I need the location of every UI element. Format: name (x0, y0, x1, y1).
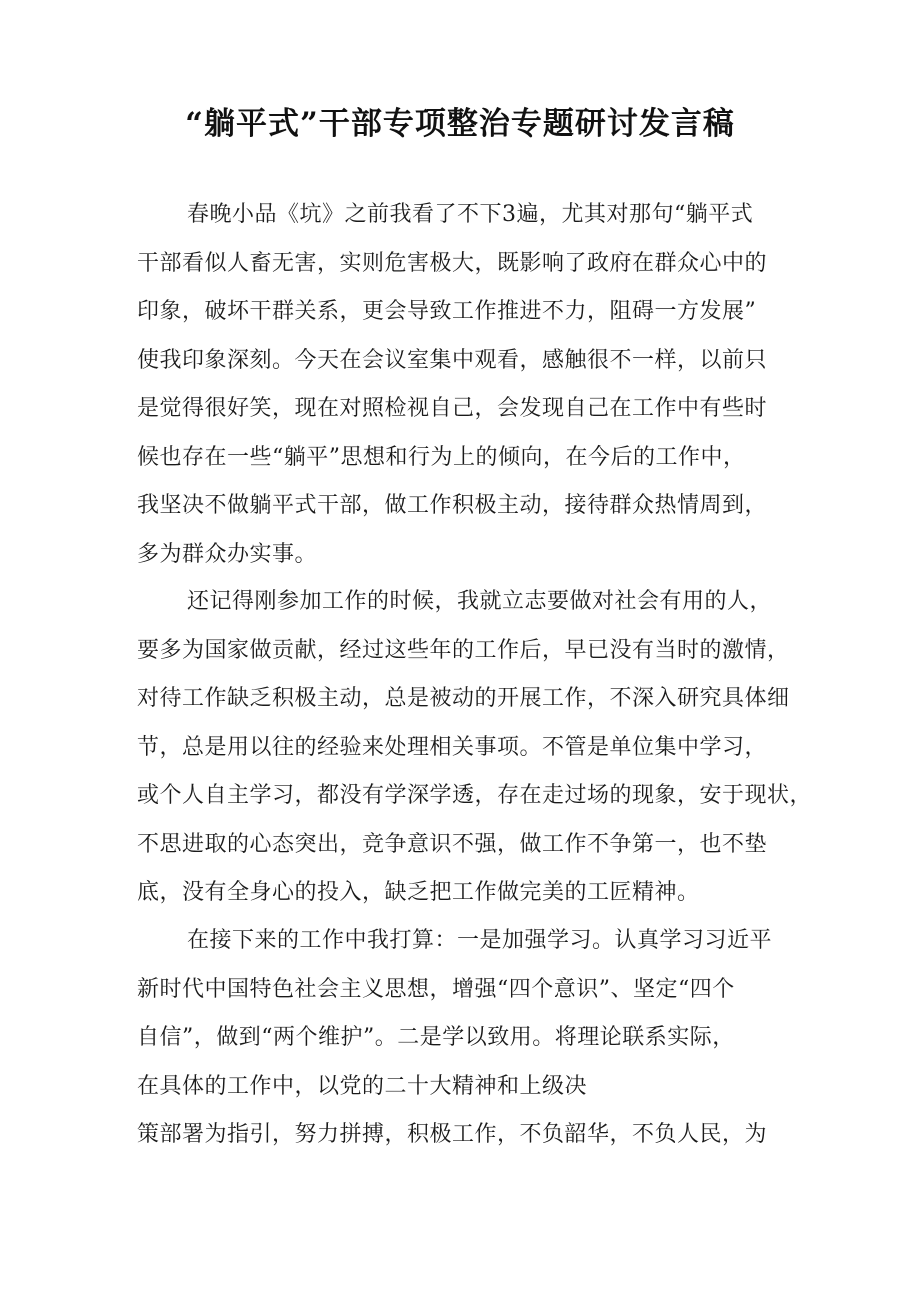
paragraph-1-line-1: 春晚小品《坑》之前我看了不下3遍，尤其对那句“躺平式 (187, 202, 754, 227)
paragraph-2-line-7: 底，没有全身心的投入，缺乏把工作做完美的工匠精神。 (137, 880, 700, 905)
paragraph-2-line-4: 节，总是用以往的经验来处理相关事项。不管是单位集中学习， (137, 735, 768, 760)
paragraph-2-line-3: 对待工作缺乏积极主动，总是被动的开展工作，不深入研究具体细 (137, 686, 790, 711)
paragraph-3-line-4: 在具体的工作中，以党的二十大精神和上级决 (137, 1074, 588, 1099)
paragraph-3-line-3: 自信”，做到“两个维护”。二是学以致用。将理论联系实际， (137, 1025, 735, 1050)
paragraph-3-line-2: 新时代中国特色社会主义思想，增强“四个意识”、坚定“四个 (137, 977, 735, 1002)
paragraph-1-line-3: 印象，破坏干群关系，更会导致工作推进不力，阻碍一方发展” (137, 299, 757, 324)
paragraph-1-line-7: 我坚决不做躺平式干部，做工作积极主动，接待群众热情周到， (137, 493, 768, 518)
paragraph-2-line-6: 不思进取的心态突出，竞争意识不强，做工作不争第一，也不垫 (137, 832, 768, 857)
paragraph-1-line-8: 多为群众办实事。 (137, 542, 318, 567)
paragraph-2-line-5: 或个人自主学习，都没有学深学透，存在走过场的现象，安于现状， (137, 783, 813, 808)
paragraph-3-line-5: 策部署为指引，努力拼搏，积极工作，不负韶华，不负人民，为 (137, 1122, 768, 1147)
paragraph-2-line-2: 要多为国家做贡献，经过这些年的工作后，早已没有当时的激情， (137, 638, 790, 663)
paragraph-1-line-5: 是觉得很好笑，现在对照检视自己，会发现自己在工作中有些时 (137, 396, 768, 421)
paragraph-1-line-2: 干部看似人畜无害，实则危害极大，既影响了政府在群众心中的 (137, 251, 768, 276)
paragraph-1-line-6: 候也存在一些“躺平”思想和行为上的倾向，在今后的工作中， (137, 445, 746, 470)
paragraph-3-line-1: 在接下来的工作中我打算：一是加强学习。认真学习习近平 (187, 928, 773, 953)
document-title: “躺平式”干部专项整治专题研讨发言稿 (185, 106, 735, 142)
paragraph-1-line-4: 使我印象深刻。今天在会议室集中观看，感触很不一样，以前只 (137, 348, 768, 373)
paragraph-2-line-1: 还记得刚参加工作的时候，我就立志要做对社会有用的人， (187, 589, 773, 614)
